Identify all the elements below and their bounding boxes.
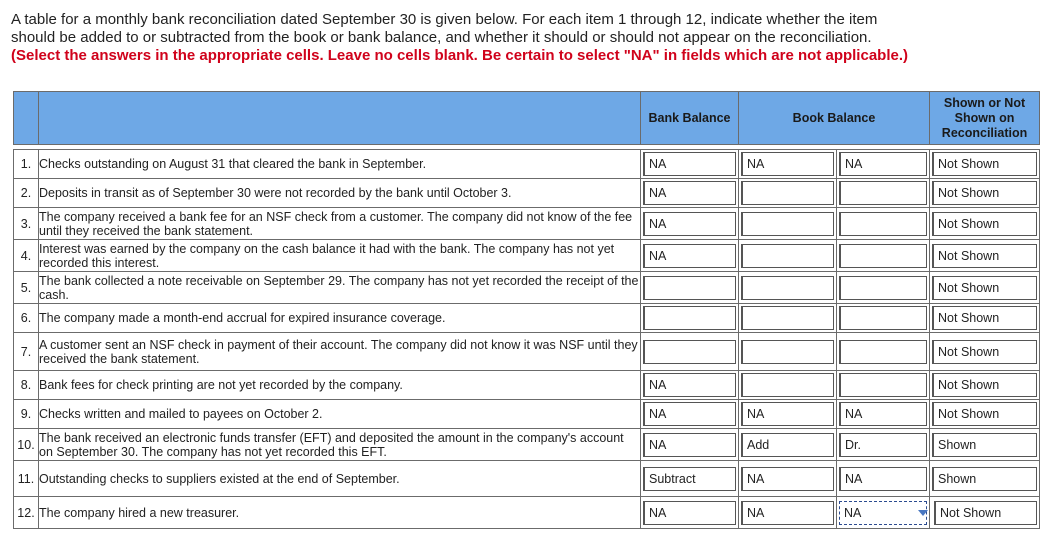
shown-select-cell bbox=[930, 497, 1040, 529]
book-balance-select[interactable] bbox=[741, 212, 834, 236]
instructions-line-2: should be added to or subtracted from the book or bank balance, and whether it should or should not appear on the reconciliation. bbox=[11, 29, 872, 46]
item-description: Outstanding checks to suppliers existed at the end of September. bbox=[39, 461, 641, 497]
book-entry-select[interactable]: NA bbox=[839, 501, 927, 525]
item-description: Checks outstanding on August 31 that cleared the bank in September. bbox=[39, 150, 641, 179]
table-row bbox=[14, 497, 1040, 529]
book-balance-select-cell bbox=[739, 429, 837, 461]
book-entry-select-cell bbox=[837, 497, 930, 529]
bank-balance-select[interactable]: NA bbox=[643, 212, 736, 236]
item-description: The company received a bank fee for an NSF check from a customer. The company did not know of the fee until they received the bank statement. bbox=[39, 208, 641, 240]
table-row bbox=[14, 400, 1040, 429]
shown-select-cell bbox=[930, 272, 1040, 304]
item-description: Deposits in transit as of September 30 were not recorded by the bank until October 3. bbox=[39, 179, 641, 208]
book-entry-select[interactable] bbox=[839, 340, 927, 364]
item-number: 11. bbox=[14, 461, 39, 497]
bank-balance-select[interactable]: NA bbox=[643, 373, 736, 397]
header-shown: Shown or Not Shown on Reconciliation bbox=[930, 92, 1040, 145]
item-number: 7. bbox=[14, 333, 39, 371]
table-row bbox=[14, 461, 1040, 497]
book-entry-select-cell bbox=[837, 179, 930, 208]
book-entry-select-cell bbox=[837, 150, 930, 179]
bank-balance-select-cell bbox=[641, 400, 739, 429]
bank-balance-select-cell bbox=[641, 208, 739, 240]
bank-balance-select-cell bbox=[641, 429, 739, 461]
shown-select-cell bbox=[930, 208, 1040, 240]
shown-select[interactable]: Not Shown bbox=[934, 501, 1037, 525]
bank-balance-select[interactable]: Subtract bbox=[643, 467, 736, 491]
shown-select[interactable]: Shown bbox=[932, 467, 1037, 491]
book-balance-select[interactable]: NA bbox=[741, 467, 834, 491]
item-description: The bank collected a note receivable on September 29. The company has not yet recorded the receipt of the cash. bbox=[39, 272, 641, 304]
bank-balance-select-cell bbox=[641, 333, 739, 371]
book-balance-select-cell bbox=[739, 150, 837, 179]
bank-balance-select[interactable]: NA bbox=[643, 501, 736, 525]
bank-balance-select-cell bbox=[641, 240, 739, 272]
shown-select-cell bbox=[930, 179, 1040, 208]
bank-balance-select-cell bbox=[641, 461, 739, 497]
item-description: Checks written and mailed to payees on October 2. bbox=[39, 400, 641, 429]
book-balance-select[interactable] bbox=[741, 244, 834, 268]
table-row bbox=[14, 371, 1040, 400]
book-balance-select[interactable] bbox=[741, 373, 834, 397]
table-row bbox=[14, 304, 1040, 333]
book-balance-select[interactable] bbox=[741, 306, 834, 330]
book-entry-select-cell bbox=[837, 208, 930, 240]
item-description: Interest was earned by the company on the cash balance it had with the bank. The company has not yet recorded this interest. bbox=[39, 240, 641, 272]
bank-balance-select[interactable]: NA bbox=[643, 181, 736, 205]
bank-balance-select[interactable]: NA bbox=[643, 433, 736, 457]
item-number: 1. bbox=[14, 150, 39, 179]
book-balance-select-cell bbox=[739, 272, 837, 304]
bank-balance-select-cell bbox=[641, 497, 739, 529]
book-balance-select[interactable]: NA bbox=[741, 501, 834, 525]
table-row bbox=[14, 429, 1040, 461]
book-balance-select-cell bbox=[739, 304, 837, 333]
book-entry-select-cell bbox=[837, 240, 930, 272]
item-description: The company hired a new treasurer. bbox=[39, 497, 641, 529]
book-entry-select[interactable] bbox=[839, 181, 927, 205]
table-row bbox=[14, 272, 1040, 304]
item-description: The company made a month-end accrual for expired insurance coverage. bbox=[39, 304, 641, 333]
dropdown-caret-icon[interactable] bbox=[918, 510, 928, 516]
shown-select[interactable]: Not Shown bbox=[932, 181, 1037, 205]
table-row bbox=[14, 150, 1040, 179]
book-balance-select[interactable]: Add bbox=[741, 433, 834, 457]
item-description: Bank fees for check printing are not yet recorded by the company. bbox=[39, 371, 641, 400]
book-entry-select[interactable] bbox=[839, 276, 927, 300]
instructions-line-3: (Select the answers in the appropriate cells. Leave no cells blank. Be certain to select "NA" in fields which are not applicable.) bbox=[11, 47, 908, 64]
shown-select-cell bbox=[930, 371, 1040, 400]
book-balance-select-cell bbox=[739, 371, 837, 400]
shown-select-cell bbox=[930, 400, 1040, 429]
item-description: The bank received an electronic funds transfer (EFT) and deposited the amount in the company's account on September 30. The company has not yet recorded this EFT. bbox=[39, 429, 641, 461]
book-balance-select[interactable] bbox=[741, 276, 834, 300]
book-entry-select-cell bbox=[837, 400, 930, 429]
shown-select[interactable]: Not Shown bbox=[932, 402, 1037, 426]
header-bank-balance: Bank Balance bbox=[641, 92, 739, 145]
book-entry-select[interactable]: Dr. bbox=[839, 433, 927, 457]
book-entry-select-cell bbox=[837, 429, 930, 461]
book-balance-select-cell bbox=[739, 333, 837, 371]
reconciliation-table bbox=[13, 91, 1040, 529]
item-number: 5. bbox=[14, 272, 39, 304]
book-balance-select-cell bbox=[739, 497, 837, 529]
header-blank-num bbox=[14, 92, 39, 145]
shown-select[interactable]: Not Shown bbox=[932, 152, 1037, 176]
table-body bbox=[14, 150, 1040, 529]
book-balance-select-cell bbox=[739, 179, 837, 208]
bank-balance-select[interactable] bbox=[643, 340, 736, 364]
item-number: 6. bbox=[14, 304, 39, 333]
item-description: A customer sent an NSF check in payment of their account. The company did not know it was NSF until they received the bank statement. bbox=[39, 333, 641, 371]
bank-balance-select[interactable] bbox=[643, 276, 736, 300]
item-number: 3. bbox=[14, 208, 39, 240]
book-entry-select[interactable] bbox=[839, 373, 927, 397]
bank-balance-select-cell bbox=[641, 371, 739, 400]
table-row bbox=[14, 179, 1040, 208]
item-number: 12. bbox=[14, 497, 39, 529]
book-entry-select-cell bbox=[837, 333, 930, 371]
shown-select[interactable]: Not Shown bbox=[932, 212, 1037, 236]
shown-select-cell bbox=[930, 461, 1040, 497]
header-book-balance: Book Balance bbox=[739, 92, 930, 145]
bank-balance-select-cell bbox=[641, 304, 739, 333]
table-row bbox=[14, 208, 1040, 240]
instructions bbox=[11, 11, 1011, 65]
bank-balance-select[interactable]: NA bbox=[643, 244, 736, 268]
item-number: 8. bbox=[14, 371, 39, 400]
book-entry-select[interactable]: NA bbox=[839, 402, 927, 426]
bank-balance-select[interactable]: NA bbox=[643, 402, 736, 426]
header-row bbox=[14, 92, 1040, 145]
book-entry-select[interactable]: NA bbox=[839, 467, 927, 491]
book-entry-select-cell bbox=[837, 304, 930, 333]
instructions-line-1: A table for a monthly bank reconciliation dated September 30 is given below. For each item 1 through 12, indicate whether the item bbox=[11, 11, 878, 28]
shown-select-cell bbox=[930, 240, 1040, 272]
item-number: 4. bbox=[14, 240, 39, 272]
shown-select[interactable]: Not Shown bbox=[932, 340, 1037, 364]
book-balance-select-cell bbox=[739, 240, 837, 272]
shown-select-cell bbox=[930, 429, 1040, 461]
book-balance-select[interactable]: NA bbox=[741, 402, 834, 426]
book-balance-select[interactable]: NA bbox=[741, 152, 834, 176]
bank-balance-select-cell bbox=[641, 272, 739, 304]
table-row bbox=[14, 333, 1040, 371]
book-entry-select[interactable] bbox=[839, 306, 927, 330]
book-balance-select-cell bbox=[739, 400, 837, 429]
book-entry-select[interactable] bbox=[839, 244, 927, 268]
bank-balance-select[interactable] bbox=[643, 306, 736, 330]
item-number: 2. bbox=[14, 179, 39, 208]
shown-select[interactable]: Not Shown bbox=[932, 276, 1037, 300]
shown-select-cell bbox=[930, 150, 1040, 179]
item-number: 9. bbox=[14, 400, 39, 429]
header-blank-desc bbox=[39, 92, 641, 145]
book-balance-select-cell bbox=[739, 461, 837, 497]
book-entry-select-cell bbox=[837, 461, 930, 497]
bank-balance-select-cell bbox=[641, 150, 739, 179]
book-entry-select[interactable] bbox=[839, 212, 927, 236]
shown-select-cell bbox=[930, 333, 1040, 371]
bank-balance-select[interactable]: NA bbox=[643, 152, 736, 176]
book-entry-select-cell bbox=[837, 272, 930, 304]
book-balance-select-cell bbox=[739, 208, 837, 240]
book-entry-select[interactable]: NA bbox=[839, 152, 927, 176]
item-number: 10. bbox=[14, 429, 39, 461]
shown-select[interactable]: Not Shown bbox=[932, 306, 1037, 330]
shown-select[interactable]: Not Shown bbox=[932, 244, 1037, 268]
book-entry-select-cell bbox=[837, 371, 930, 400]
shown-select[interactable]: Shown bbox=[932, 433, 1037, 457]
bank-balance-select-cell bbox=[641, 179, 739, 208]
shown-select[interactable]: Not Shown bbox=[932, 373, 1037, 397]
book-balance-select[interactable] bbox=[741, 340, 834, 364]
shown-select-cell bbox=[930, 304, 1040, 333]
table-row bbox=[14, 240, 1040, 272]
book-balance-select[interactable] bbox=[741, 181, 834, 205]
